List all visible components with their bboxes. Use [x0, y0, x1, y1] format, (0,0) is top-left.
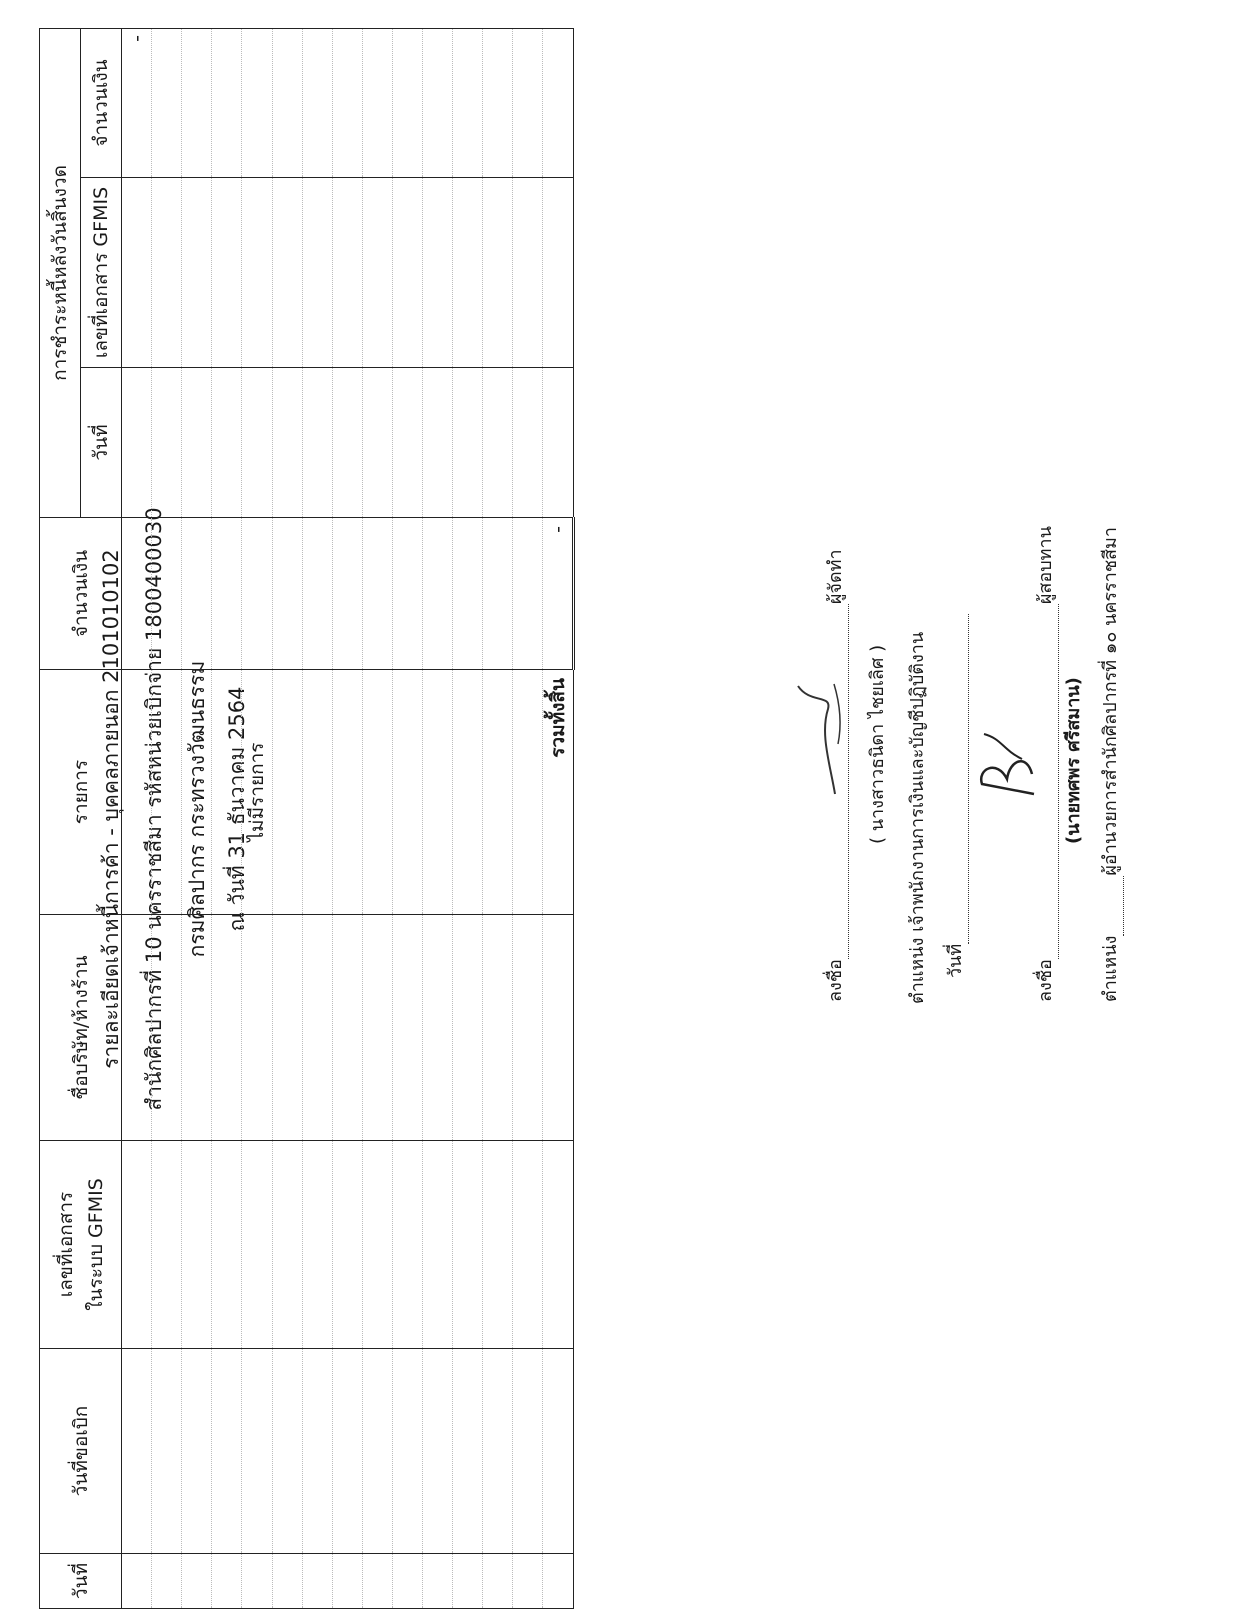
reviewer-position-label: ตำแหน่ง [1100, 935, 1121, 1002]
report-date-line: ณ วันที่ 31 ธันวาคม 2564 [225, 686, 249, 932]
reviewer-role: ผู้สอบทาน [1035, 526, 1056, 605]
table-row [513, 29, 543, 1609]
table-header-row [40, 29, 81, 1609]
table-row [303, 29, 333, 1609]
total-amount-cell: - [543, 518, 574, 670]
preparer-date-line [940, 614, 969, 978]
table-row [393, 29, 423, 1609]
preparer-handwritten-signature [790, 674, 850, 804]
preparer-position: ตำแหน่ง เจ้าพนักงานการเงินและบัญชีปฏิบัติงาน [907, 631, 928, 1004]
table-row [453, 29, 483, 1609]
preparer-sign-label: ลงชื่อ [825, 959, 846, 1002]
table-row [363, 29, 393, 1609]
no-items-cell: ไม่มีรายการ [242, 670, 273, 915]
col-header-after-gfmis: เลขที่เอกสาร GFMIS [81, 178, 122, 368]
col-header-gfmis-doc-line1: เลขที่เอกสาร [54, 1191, 77, 1298]
total-label: รวมทั้งสิ้น [543, 670, 574, 915]
table-row [483, 29, 513, 1609]
col-header-gfmis-doc-line2: ในระบบ GFMIS [84, 1178, 107, 1311]
col-header-gfmis-doc [40, 1141, 122, 1349]
table-row [242, 29, 273, 1609]
after-total-amount-cell: - [122, 29, 152, 178]
report-title: รายละเอียดเจ้าหนี้การค้า - บุคคลภายนอก 2101010102 [99, 549, 123, 1069]
preparer-role: ผู้จัดทำ [825, 549, 846, 605]
table-row [182, 29, 212, 1609]
col-header-after-group: การชำระหนี้หลังวันสิ้นงวด [40, 29, 81, 518]
col-header-item: รายการ [40, 670, 122, 915]
preparer-name: ( นางสาวธนิดา ไชยเลิศ ) [867, 644, 888, 844]
creditor-detail-table [39, 28, 575, 1609]
reviewer-position-line [1095, 527, 1124, 1002]
table-row [152, 29, 182, 1609]
table-row [122, 29, 152, 1609]
col-header-amount: จำนวนเงิน [40, 518, 122, 670]
report-department-line: กรมศิลปากร กระทรวงวัฒนธรรม [185, 660, 209, 958]
table-total-row [543, 29, 574, 1609]
col-header-date: วันที่ [40, 1554, 122, 1609]
col-header-after-date: วันที่ [81, 368, 122, 518]
table-row [423, 29, 453, 1609]
col-header-after-amount: จำนวนเงิน [81, 29, 122, 178]
table-row [212, 29, 242, 1609]
reviewer-name: (นายทศพร ศรีสมาน) [1063, 677, 1084, 844]
table-row [333, 29, 363, 1609]
reviewer-sign-label: ลงชื่อ [1035, 959, 1056, 1002]
table-row [273, 29, 303, 1609]
col-header-vendor: ชื่อบริษัท/ห้างร้าน [40, 915, 122, 1141]
col-header-request-date: วันที่ขอเบิก [40, 1349, 122, 1554]
reviewer-position: ผู้อำนวยการสำนักศิลปากรที่ ๑๐ นครราชสีมา [1100, 527, 1121, 876]
reviewer-handwritten-signature [972, 724, 1042, 814]
preparer-date-label: วันที่ [945, 943, 966, 978]
report-office-line: สำนักศิลปากรที่ 10 นครราชสีมา รหัสหน่วยเบิกจ่าย 1800400030 [142, 507, 166, 1111]
